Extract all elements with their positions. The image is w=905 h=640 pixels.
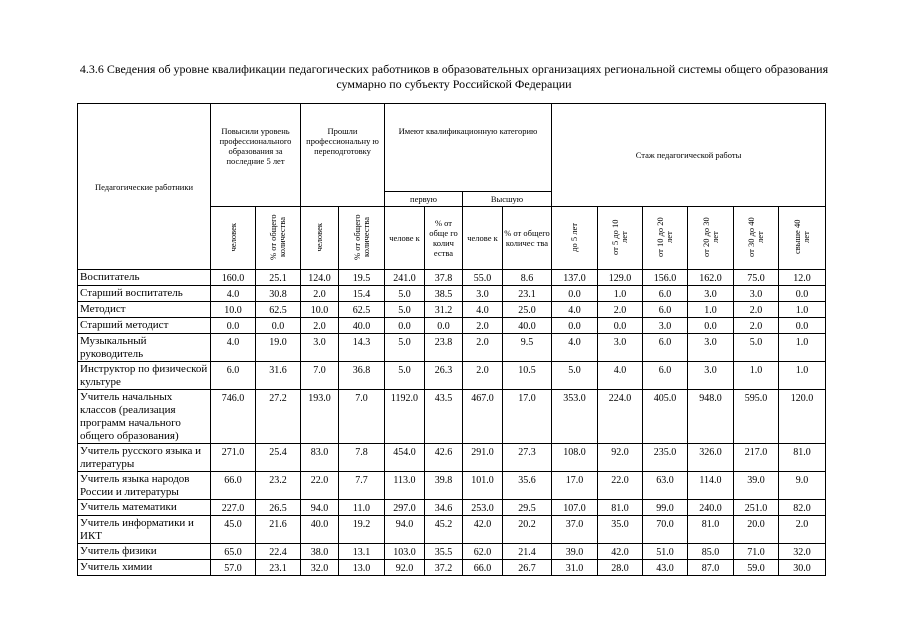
table-cell: 4.0 (211, 334, 256, 362)
table-cell: 28.0 (598, 560, 643, 576)
table-cell: 22.0 (598, 472, 643, 500)
table-cell: 99.0 (643, 500, 688, 516)
table-cell: 13.1 (339, 544, 385, 560)
table-cell: 23.1 (256, 560, 301, 576)
table-cell: 353.0 (552, 390, 598, 444)
table-row (78, 286, 826, 302)
subheader-first-people: челове к (385, 207, 425, 270)
table-cell: 85.0 (688, 544, 734, 560)
table-cell: 23.2 (256, 472, 301, 500)
row-label: Учитель начальных классов (реализация программ начального общего образования) (78, 390, 211, 444)
table-cell: 948.0 (688, 390, 734, 444)
table-cell: 2.0 (463, 318, 503, 334)
table-cell: 129.0 (598, 270, 643, 286)
table-cell: 62.5 (339, 302, 385, 318)
table-cell: 235.0 (643, 444, 688, 472)
table-row (78, 302, 826, 318)
table-cell: 224.0 (598, 390, 643, 444)
table-cell: 1192.0 (385, 390, 425, 444)
table-cell: 1.0 (779, 334, 826, 362)
table-cell: 3.0 (688, 362, 734, 390)
row-label: Музыкальный руководитель (78, 334, 211, 362)
table-cell: 20.2 (503, 516, 552, 544)
table-cell: 3.0 (463, 286, 503, 302)
table-cell: 40.0 (301, 516, 339, 544)
table-cell: 9.0 (779, 472, 826, 500)
table-cell: 3.0 (688, 334, 734, 362)
table-cell: 6.0 (643, 334, 688, 362)
subheader-exp-40: свыше 40 лет (779, 207, 826, 270)
table-cell: 0.0 (211, 318, 256, 334)
table-cell: 2.0 (779, 516, 826, 544)
table-cell: 162.0 (688, 270, 734, 286)
table-cell: 42.0 (598, 544, 643, 560)
table-cell: 37.8 (425, 270, 463, 286)
row-label: Старший методист (78, 318, 211, 334)
header-qualification-category: Имеют квалификационную категорию (385, 104, 552, 192)
table-cell: 94.0 (301, 500, 339, 516)
subheader-highest-people: челове к (463, 207, 503, 270)
table-cell: 38.0 (301, 544, 339, 560)
table-cell: 5.0 (385, 302, 425, 318)
table-cell: 19.2 (339, 516, 385, 544)
subheader-retrained-people: человек (301, 207, 339, 270)
table-cell: 29.5 (503, 500, 552, 516)
table-cell: 35.6 (503, 472, 552, 500)
subheader-raised-people: человек (211, 207, 256, 270)
table-cell: 94.0 (385, 516, 425, 544)
table-cell: 0.0 (256, 318, 301, 334)
table-cell: 1.0 (734, 362, 779, 390)
table-row (78, 500, 826, 516)
header-first-category: первую (385, 192, 463, 207)
table-cell: 4.0 (598, 362, 643, 390)
document-title (60, 62, 848, 92)
table-cell: 43.5 (425, 390, 463, 444)
table-cell: 26.3 (425, 362, 463, 390)
header-highest-category: Высшую (463, 192, 552, 207)
table-cell: 113.0 (385, 472, 425, 500)
table-cell: 746.0 (211, 390, 256, 444)
table-cell: 7.8 (339, 444, 385, 472)
table-cell: 70.0 (643, 516, 688, 544)
table-cell: 217.0 (734, 444, 779, 472)
table-cell: 31.2 (425, 302, 463, 318)
table-cell: 81.0 (598, 500, 643, 516)
table-cell: 30.8 (256, 286, 301, 302)
table-cell: 62.0 (463, 544, 503, 560)
table-cell: 297.0 (385, 500, 425, 516)
table-cell: 291.0 (463, 444, 503, 472)
table-cell: 7.0 (339, 390, 385, 444)
table-cell: 107.0 (552, 500, 598, 516)
table-cell: 124.0 (301, 270, 339, 286)
table-cell: 32.0 (301, 560, 339, 576)
table-cell: 51.0 (643, 544, 688, 560)
table-cell: 66.0 (463, 560, 503, 576)
table-cell: 25.0 (503, 302, 552, 318)
table-cell: 45.2 (425, 516, 463, 544)
table-cell: 17.0 (552, 472, 598, 500)
table-cell: 87.0 (688, 560, 734, 576)
table-cell: 39.0 (552, 544, 598, 560)
table-cell: 137.0 (552, 270, 598, 286)
header-retrained: Прошли профессиональну ю переподготовку (301, 104, 385, 207)
table-cell: 7.0 (301, 362, 339, 390)
table-cell: 1.0 (688, 302, 734, 318)
table-cell: 4.0 (552, 334, 598, 362)
table-cell: 82.0 (779, 500, 826, 516)
table-cell: 5.0 (385, 286, 425, 302)
table-cell: 4.0 (463, 302, 503, 318)
table-cell: 6.0 (643, 302, 688, 318)
table-cell: 57.0 (211, 560, 256, 576)
table-row (78, 516, 826, 544)
table-cell: 63.0 (643, 472, 688, 500)
table-cell: 271.0 (211, 444, 256, 472)
table-row (78, 270, 826, 286)
table-cell: 253.0 (463, 500, 503, 516)
table-cell: 1.0 (779, 362, 826, 390)
table-cell: 34.6 (425, 500, 463, 516)
table-cell: 3.0 (734, 286, 779, 302)
table-cell: 120.0 (779, 390, 826, 444)
qualification-table (77, 103, 826, 576)
table-cell: 103.0 (385, 544, 425, 560)
table-row (78, 334, 826, 362)
row-label: Учитель математики (78, 500, 211, 516)
table-cell: 21.4 (503, 544, 552, 560)
row-label: Инструктор по физической культуре (78, 362, 211, 390)
table-cell: 595.0 (734, 390, 779, 444)
table-cell: 42.6 (425, 444, 463, 472)
table-cell: 55.0 (463, 270, 503, 286)
table-cell: 35.5 (425, 544, 463, 560)
table-cell: 43.0 (643, 560, 688, 576)
table-cell: 37.2 (425, 560, 463, 576)
table-row (78, 472, 826, 500)
subheader-exp-20-30: от 20 до 30 лет (688, 207, 734, 270)
table-cell: 62.5 (256, 302, 301, 318)
table-cell: 25.1 (256, 270, 301, 286)
table-cell: 66.0 (211, 472, 256, 500)
table-cell: 38.5 (425, 286, 463, 302)
table-cell: 5.0 (385, 334, 425, 362)
table-cell: 42.0 (463, 516, 503, 544)
table-cell: 0.0 (552, 318, 598, 334)
table-cell: 2.0 (734, 318, 779, 334)
table-cell: 23.1 (503, 286, 552, 302)
row-label: Старший воспитатель (78, 286, 211, 302)
subheader-first-pct: % от обще го колич ества (425, 207, 463, 270)
table-cell: 35.0 (598, 516, 643, 544)
subheader-raised-pct: % от общего количества (256, 207, 301, 270)
row-label: Учитель языка народов России и литературы (78, 472, 211, 500)
table-cell: 251.0 (734, 500, 779, 516)
table-body (78, 270, 826, 576)
table-cell: 30.0 (779, 560, 826, 576)
subheader-exp-0-5: до 5 лет (552, 207, 598, 270)
row-label: Учитель русского языка и литературы (78, 444, 211, 472)
table-cell: 31.0 (552, 560, 598, 576)
row-label: Учитель химии (78, 560, 211, 576)
table-cell: 2.0 (463, 362, 503, 390)
table-cell: 39.0 (734, 472, 779, 500)
table-cell: 27.3 (503, 444, 552, 472)
table-cell: 240.0 (688, 500, 734, 516)
table-row (78, 362, 826, 390)
table-cell: 0.0 (688, 318, 734, 334)
subheader-highest-pct: % от общего количес тва (503, 207, 552, 270)
table-cell: 10.5 (503, 362, 552, 390)
table-cell: 8.6 (503, 270, 552, 286)
table-cell: 108.0 (552, 444, 598, 472)
table-cell: 2.0 (301, 286, 339, 302)
table-cell: 32.0 (779, 544, 826, 560)
table-cell: 0.0 (385, 318, 425, 334)
table-cell: 26.5 (256, 500, 301, 516)
table-cell: 101.0 (463, 472, 503, 500)
table-cell: 467.0 (463, 390, 503, 444)
table-row (78, 318, 826, 334)
table-row (78, 560, 826, 576)
table-cell: 4.0 (552, 302, 598, 318)
table-cell: 39.8 (425, 472, 463, 500)
table-cell: 83.0 (301, 444, 339, 472)
table-cell: 0.0 (552, 286, 598, 302)
row-label: Учитель информатики и ИКТ (78, 516, 211, 544)
table-cell: 92.0 (598, 444, 643, 472)
table-cell: 20.0 (734, 516, 779, 544)
table-cell: 156.0 (643, 270, 688, 286)
table-cell: 11.0 (339, 500, 385, 516)
table-cell: 6.0 (211, 362, 256, 390)
table-cell: 5.0 (552, 362, 598, 390)
table-cell: 0.0 (779, 286, 826, 302)
table-cell: 3.0 (598, 334, 643, 362)
table-cell: 2.0 (734, 302, 779, 318)
table-row (78, 444, 826, 472)
table-cell: 23.8 (425, 334, 463, 362)
table-cell: 2.0 (301, 318, 339, 334)
table-cell: 26.7 (503, 560, 552, 576)
table-cell: 31.6 (256, 362, 301, 390)
subheader-exp-30-40: от 30 до 40 лет (734, 207, 779, 270)
title-line-1: 4.3.6 Сведения об уровне квалификации педагогических работников в образовательных организациях региональной системы общего образования (79, 62, 829, 76)
table-cell: 0.0 (779, 318, 826, 334)
table-cell: 2.0 (463, 334, 503, 362)
table-cell: 160.0 (211, 270, 256, 286)
table-cell: 7.7 (339, 472, 385, 500)
table-cell: 92.0 (385, 560, 425, 576)
table-cell: 17.0 (503, 390, 552, 444)
table-cell: 59.0 (734, 560, 779, 576)
table-cell: 5.0 (385, 362, 425, 390)
table-row (78, 544, 826, 560)
table-cell: 0.0 (425, 318, 463, 334)
table-cell: 21.6 (256, 516, 301, 544)
table-cell: 22.4 (256, 544, 301, 560)
header-teachers: Педагогические работники (78, 104, 211, 270)
table-cell: 19.0 (256, 334, 301, 362)
table-cell: 5.0 (734, 334, 779, 362)
table-cell: 19.5 (339, 270, 385, 286)
table-cell: 81.0 (779, 444, 826, 472)
table-cell: 10.0 (301, 302, 339, 318)
table-cell: 81.0 (688, 516, 734, 544)
table-cell: 40.0 (503, 318, 552, 334)
table-cell: 3.0 (688, 286, 734, 302)
subheader-retrained-pct: % от общего количества (339, 207, 385, 270)
header-raised-qualification: Повысили уровень профессионального образования за последние 5 лет (211, 104, 301, 207)
table-cell: 27.2 (256, 390, 301, 444)
table-cell: 1.0 (598, 286, 643, 302)
table-row (78, 390, 826, 444)
table-cell: 9.5 (503, 334, 552, 362)
table-cell: 0.0 (598, 318, 643, 334)
header-experience: Стаж педагогической работы (552, 104, 826, 207)
table-cell: 3.0 (301, 334, 339, 362)
table-cell: 10.0 (211, 302, 256, 318)
table-cell: 114.0 (688, 472, 734, 500)
table-cell: 3.0 (643, 318, 688, 334)
table-cell: 22.0 (301, 472, 339, 500)
table-cell: 2.0 (598, 302, 643, 318)
table-cell: 65.0 (211, 544, 256, 560)
table-cell: 37.0 (552, 516, 598, 544)
subheader-exp-5-10: от 5 до 10 лет (598, 207, 643, 270)
table-cell: 15.4 (339, 286, 385, 302)
table-cell: 45.0 (211, 516, 256, 544)
row-label: Методист (78, 302, 211, 318)
table-cell: 40.0 (339, 318, 385, 334)
title-line-2: суммарно по субъекту Российской Федерации (336, 77, 572, 91)
row-label: Учитель физики (78, 544, 211, 560)
table-cell: 227.0 (211, 500, 256, 516)
table-cell: 25.4 (256, 444, 301, 472)
table-cell: 6.0 (643, 362, 688, 390)
table-cell: 4.0 (211, 286, 256, 302)
table-cell: 14.3 (339, 334, 385, 362)
table-cell: 1.0 (779, 302, 826, 318)
table-cell: 241.0 (385, 270, 425, 286)
table-cell: 454.0 (385, 444, 425, 472)
row-label: Воспитатель (78, 270, 211, 286)
table-cell: 71.0 (734, 544, 779, 560)
table-cell: 12.0 (779, 270, 826, 286)
subheader-exp-10-20: от 10 до 20 лет (643, 207, 688, 270)
table-cell: 405.0 (643, 390, 688, 444)
table-cell: 193.0 (301, 390, 339, 444)
table-cell: 13.0 (339, 560, 385, 576)
table-cell: 326.0 (688, 444, 734, 472)
table-cell: 6.0 (643, 286, 688, 302)
table-cell: 75.0 (734, 270, 779, 286)
table-cell: 36.8 (339, 362, 385, 390)
